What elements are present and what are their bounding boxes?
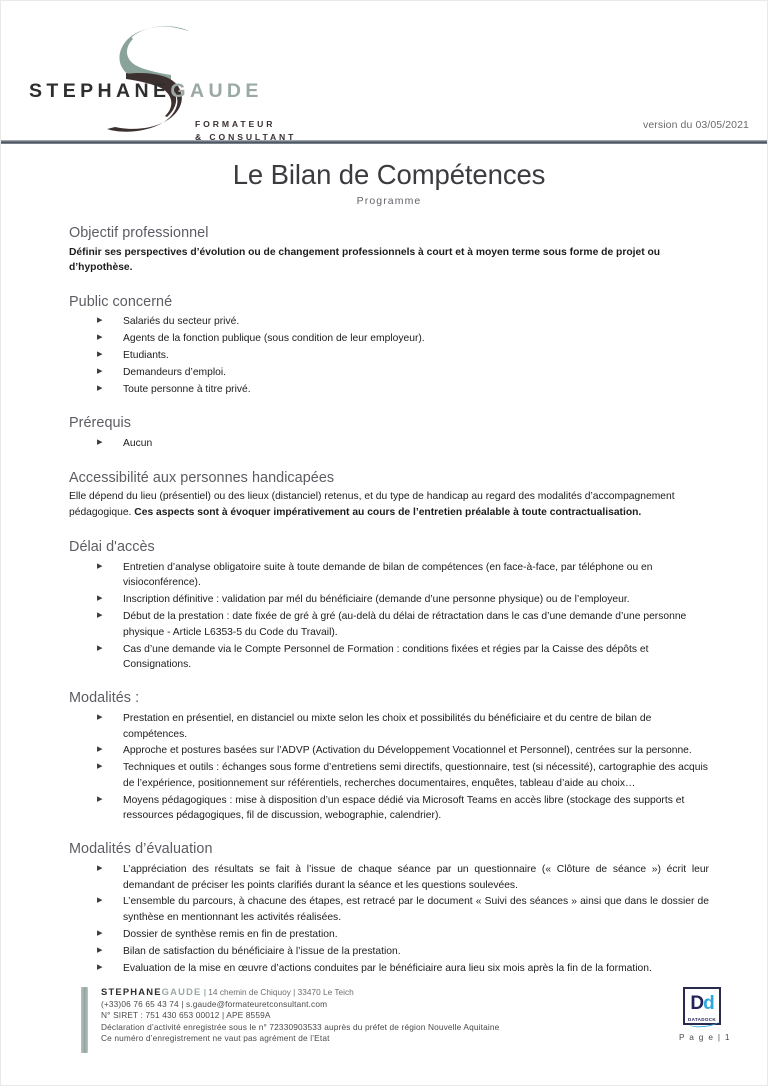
list-item: ▸ Bilan de satisfaction du bénéficiaire à l’issue de la prestation. bbox=[69, 944, 709, 959]
datadock-wordmark: DATADOCK bbox=[687, 1017, 716, 1022]
section-text-accessibilite bbox=[69, 489, 709, 521]
footer-declaration: Déclaration d’activité enregistrée sous le n° 72330903533 auprès du préfet de région Nouvelle Aquitaine bbox=[101, 1021, 500, 1032]
brand-name-first: STEPHANE bbox=[29, 80, 171, 102]
section-heading-modalites: Modalités : bbox=[69, 690, 140, 707]
list-prerequis bbox=[69, 436, 709, 451]
document-body bbox=[1, 148, 767, 978]
section-heading-delai: Délai d'accès bbox=[69, 539, 155, 556]
section-text-objectif: Définir ses perspectives d’évolution ou de changement professionnels à court et à moyen terme sous forme de projet ou d’hypothèse. bbox=[69, 246, 661, 274]
footer-siret: N° SIRET : 751 430 653 00012 | APE 8559A bbox=[101, 1010, 271, 1021]
footer-brand-line bbox=[101, 986, 499, 999]
footer-disclaimer: Ce numéro d’enregistrement ne vaut pas agrément de l’Etat bbox=[101, 1033, 330, 1044]
list-modalites bbox=[69, 711, 709, 823]
list-item: ▸ Moyens pédagogiques : mise à disposition d’un espace dédié via Microsoft Teams en accès libre (stockage des supports et ressources pédagogiques, fil de discussion, webographie, calendrier). bbox=[69, 793, 709, 824]
company-logo bbox=[23, 25, 323, 142]
list-item: ▸ Aucun bbox=[69, 436, 709, 451]
list-item: ▸ Toute personne à titre privé. bbox=[69, 382, 709, 397]
list-item: ▸ Début de la prestation : date fixée de gré à gré (au-delà du délai de rétractation dans le cas d’une demande d’une personne physique - Article L6353-5 du Code du Travail). bbox=[69, 609, 709, 640]
datadock-block bbox=[679, 987, 731, 1042]
document-footer bbox=[1, 983, 767, 1069]
page-number: P a g e | 1 bbox=[679, 1032, 731, 1042]
section-heading-objectif: Objectif professionnel bbox=[69, 225, 209, 241]
list-item: ▸ L’ensemble du parcours, à chacune des étapes, est retracé par le document « Suivi des séances » ainsi que dans le dossier de synthèse en mentionnant les activités réalisées. bbox=[69, 894, 709, 925]
accessibilite-text-normal: Elle dépend du lieu (présentiel) ou des lieux (distanciel) retenus, et du type de handicap au regard des modalités d’accompagnement pédagogique. bbox=[69, 491, 675, 519]
footer-contact-block bbox=[101, 986, 499, 1045]
page-title: Le Bilan de Compétences bbox=[232, 159, 546, 190]
header-divider bbox=[1, 140, 767, 144]
list-delai-acces bbox=[69, 560, 709, 672]
document-header bbox=[1, 1, 767, 141]
datadock-swoosh-icon bbox=[689, 1016, 720, 1028]
brand-wordmark bbox=[29, 80, 263, 103]
brand-tagline-line1: FORMATEUR bbox=[195, 119, 276, 129]
list-item: ▸ Etudiants. bbox=[69, 348, 709, 363]
list-item: ▸ Demandeurs d’emploi. bbox=[69, 365, 709, 380]
list-item: ▸ Prestation en présentiel, en distanciel ou mixte selon les choix et possibilités du bénéficiaire et du centre de bilan de compétences. bbox=[69, 711, 709, 742]
brand-tagline bbox=[195, 118, 296, 144]
list-item: ▸ Salariés du secteur privé. bbox=[69, 314, 709, 329]
list-item: ▸ Techniques et outils : échanges sous forme d’entretiens semi directifs, questionnaire, test (si nécessité), cartographie des acquis de l’expérience, positionnement sur référentiels, recherches documentaires, enquêtes, tableau d’aide au choix… bbox=[69, 760, 709, 791]
footer-contact: (+33)06 76 65 43 74 | s.gaude@formateuretconsultant.com bbox=[101, 998, 328, 1009]
list-item: ▸ Evaluation de la mise en œuvre d’actions conduites par le bénéficiaire aura lieu six mois après la fin de la formation. bbox=[69, 961, 709, 976]
accessibilite-text-bold: Ces aspects sont à évoquer impérativement au cours de l’entretien préalable à toute contractualisation. bbox=[134, 507, 642, 519]
list-item: ▸ Inscription définitive : validation par mél du bénéficiaire (demande d’une personne physique) ou de l’employeur. bbox=[69, 592, 709, 607]
brand-tagline-line2: & CONSULTANT bbox=[195, 132, 297, 142]
list-item: ▸ Approche et postures basées sur l’ADVP (Activation du Développement Vocationnel et Personnel), centrées sur la personne. bbox=[69, 743, 709, 758]
section-heading-public: Public concerné bbox=[69, 293, 173, 310]
brand-name-second: GAUDE bbox=[170, 80, 263, 102]
list-item: ▸ L’appréciation des résultats se fait à l’issue de chaque séance par un questionnaire (« Clôture de séance ») écrit leur demandant de préciser les points clarifiés durant la séance et les questions soulevées. bbox=[69, 862, 709, 893]
list-item: ▸ Cas d’une demande via le Compte Personnel de Formation : conditions fixées et régies par la Caisse des dépôts et Consignations. bbox=[69, 642, 709, 673]
section-heading-accessibilite: Accessibilité aux personnes handicapées bbox=[69, 469, 335, 486]
datadock-letters bbox=[685, 989, 719, 1019]
document-version: version du 03/05/2021 bbox=[642, 119, 749, 131]
footer-address: | 14 chemin de Chiquoy | 33470 Le Teich bbox=[201, 987, 354, 997]
footer-brand-first: STEPHANE bbox=[101, 986, 162, 997]
section-heading-evaluation: Modalités d’évaluation bbox=[69, 841, 213, 858]
list-item: ▸ Dossier de synthèse remis en fin de prestation. bbox=[69, 927, 709, 942]
stylized-s-logo-icon bbox=[101, 25, 199, 133]
list-public-concerne bbox=[69, 314, 709, 397]
datadock-logo-icon bbox=[683, 987, 721, 1025]
section-heading-prerequis: Prérequis bbox=[69, 415, 132, 432]
list-modalites-evaluation bbox=[69, 862, 709, 976]
page-subtitle: Programme bbox=[356, 195, 422, 207]
datadock-letter-2: d bbox=[703, 993, 714, 1014]
datadock-letter-1: D bbox=[690, 993, 704, 1014]
list-item: ▸ Entretien d’analyse obligatoire suite à toute demande de bilan de compétences (en face-à-face, par téléphone ou en visioconférence). bbox=[69, 560, 709, 591]
list-item: ▸ Agents de la fonction publique (sous condition de leur employeur). bbox=[69, 331, 709, 346]
footer-accent-bar bbox=[81, 987, 88, 1053]
footer-brand-second: GAUDE bbox=[161, 986, 202, 997]
